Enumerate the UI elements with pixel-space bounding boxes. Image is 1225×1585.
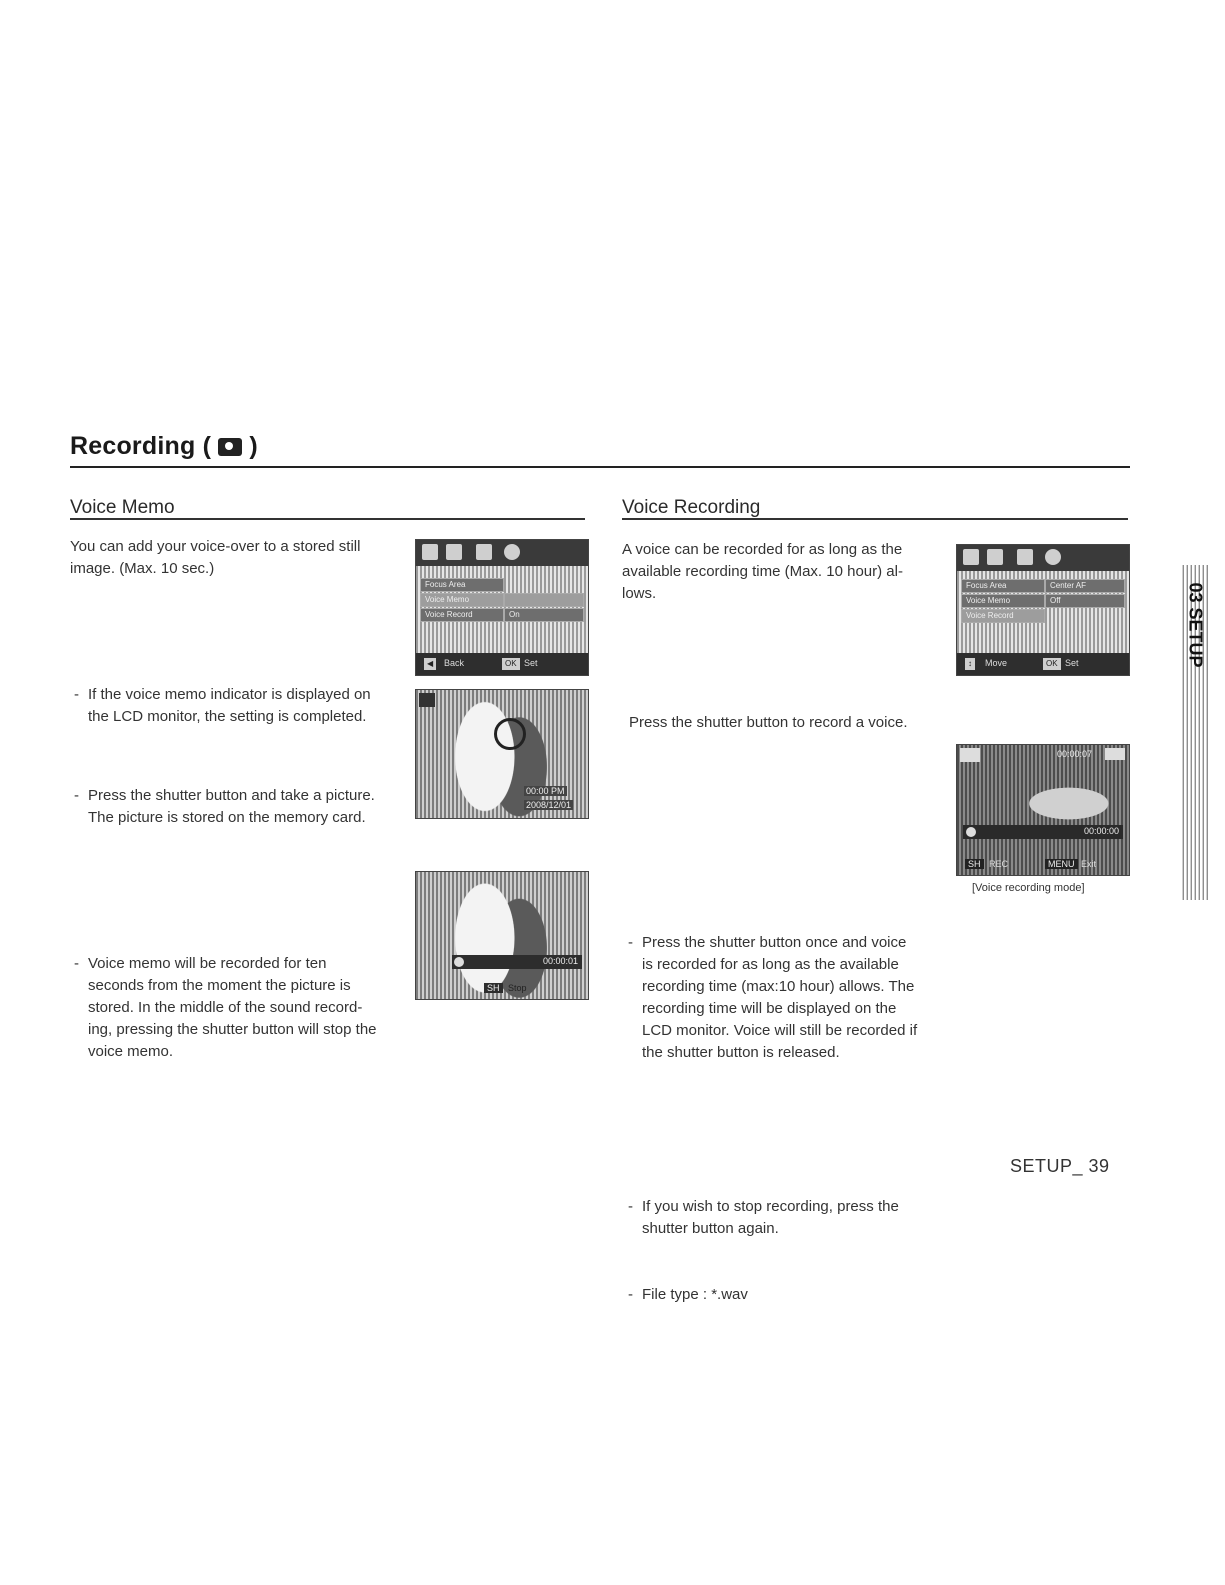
bullet-line: - If you wish to stop recording, press the	[642, 1198, 899, 1215]
voice-memo-heading: Voice Memo	[70, 497, 175, 518]
voice-memo-intro-line: image. (Max. 10 sec.)	[70, 560, 215, 577]
voice-recording-caption: [Voice recording mode]	[972, 882, 1085, 894]
back-label: Back	[444, 658, 465, 668]
menu-tab-bar	[957, 545, 1129, 571]
menu-row: Voice Record	[420, 608, 504, 622]
title-rule	[70, 466, 1130, 468]
menu-row: Voice Memo	[420, 593, 504, 607]
bullet-line: voice memo.	[88, 1043, 174, 1060]
menu-option: Center AF	[1045, 579, 1125, 593]
voice-recording-menu-screenshot	[956, 544, 1130, 676]
bullet-line: the LCD monitor, the setting is completed.	[88, 708, 367, 725]
up-down-arrow-icon: ↕	[965, 658, 975, 670]
set-label: Set	[1065, 658, 1079, 668]
menu-option	[504, 593, 584, 607]
battery-icon	[1105, 748, 1125, 760]
bullet-line: recording time (max:10 hour) allows. The	[642, 978, 915, 995]
bullet-line: is recorded for as long as the available	[642, 956, 899, 973]
page-title-text: Recording (	[70, 432, 212, 460]
exit-label: Exit	[1081, 859, 1097, 869]
camera-icon	[422, 544, 438, 560]
stop-label: Stop	[508, 983, 527, 993]
left-arrow-icon: ◀	[424, 658, 436, 670]
voice-recording-bullet-2	[628, 1196, 972, 1240]
ok-chip: OK	[502, 658, 520, 670]
gear-icon	[1045, 549, 1061, 565]
voice-memo-bullet-1	[74, 684, 418, 728]
bullet-line: shutter button again.	[642, 1220, 779, 1237]
voice-memo-photo-screenshot	[415, 689, 589, 819]
voice-recording-rule	[622, 518, 1128, 520]
microphone-icon	[454, 957, 464, 967]
speaker-icon	[987, 549, 1003, 565]
gear-icon	[504, 544, 520, 560]
date-readout: 2008/12/01	[526, 800, 572, 810]
bullet-line: the shutter button is released.	[642, 1044, 840, 1061]
bullet-line: - If the voice memo indicator is displayed on	[88, 686, 371, 703]
camera-icon	[218, 438, 242, 456]
bullet-line: LCD monitor. Voice will still be recorded if	[642, 1022, 918, 1039]
menu-row: Focus Area	[961, 579, 1045, 593]
display-icon	[476, 544, 492, 560]
menu-bottom-bar	[957, 653, 1129, 675]
voice-memo-rule	[70, 518, 585, 520]
chapter-tab-label-wrap	[1180, 565, 1210, 685]
voice-memo-bullet-3	[74, 953, 423, 1063]
bullet-line: - Press the shutter button and take a picture.	[88, 787, 375, 804]
time-readout: 00:00 PM	[526, 786, 565, 796]
intro-line: A voice can be recorded for as long as the	[622, 541, 903, 558]
chapter-tab-label: 03 SETUP	[1185, 582, 1206, 668]
menu-option: On	[504, 608, 584, 622]
display-icon	[1017, 549, 1033, 565]
bullet-line: recording time will be displayed on the	[642, 1000, 897, 1017]
voice-memo-intro-line: You can add your voice-over to a stored still	[70, 538, 361, 555]
bullet-line: ing, pressing the shutter button will stop the	[88, 1021, 377, 1038]
microphone-icon	[966, 827, 976, 837]
voice-recording-bullet-1	[628, 932, 972, 1064]
bullet-line: - Voice memo will be recorded for ten	[88, 955, 327, 972]
recording-bar	[452, 955, 582, 969]
set-label: Set	[524, 658, 538, 668]
rec-label: REC	[989, 859, 1009, 869]
bullet-line: stored. In the middle of the sound record-	[88, 999, 363, 1016]
ok-chip: OK	[1043, 658, 1061, 670]
page-title	[70, 432, 258, 461]
camera-icon	[963, 549, 979, 565]
bullet-line: The picture is stored on the memory card.	[88, 809, 366, 826]
voice-mode-icon	[960, 748, 980, 762]
sh-chip: SH	[484, 983, 503, 993]
bullet-line: - Press the shutter button once and voice	[642, 934, 907, 951]
voice-memo-indicator-icon	[494, 718, 526, 750]
voice-recording-lead: Press the shutter button to record a voice.	[629, 714, 908, 731]
menu-row: Voice Memo	[961, 594, 1045, 608]
move-label: Move	[985, 658, 1008, 668]
voice-memo-intro	[70, 536, 405, 580]
recording-bar	[963, 825, 1123, 839]
voice-memo-recording-screenshot	[415, 871, 589, 1000]
page-number: SETUP_ 39	[1010, 1156, 1110, 1176]
voice-memo-menu-screenshot	[415, 539, 589, 676]
intro-line: available recording time (Max. 10 hour) al-	[622, 563, 903, 580]
sh-chip: SH	[965, 859, 984, 869]
bullet-line: seconds from the moment the picture is	[88, 977, 351, 994]
camera-mode-icon	[419, 693, 435, 707]
voice-recording-bullet-3: - File type : *.wav	[628, 1284, 972, 1306]
intro-line: lows.	[622, 585, 657, 602]
voice-memo-bullet-2	[74, 785, 418, 829]
speaker-icon	[446, 544, 462, 560]
record-counter: 00:00:01	[542, 956, 578, 966]
menu-bottom-bar	[416, 653, 588, 675]
voice-recording-mode-screenshot	[956, 744, 1130, 876]
voice-recording-heading: Voice Recording	[622, 497, 761, 518]
menu-tab-bar	[416, 540, 588, 566]
page-title-close: )	[249, 432, 258, 460]
menu-chip: MENU	[1045, 859, 1078, 869]
remaining-time: 00:00:07	[1057, 749, 1093, 759]
record-counter: 00:00:00	[1083, 826, 1119, 836]
menu-row: Focus Area	[420, 578, 504, 592]
voice-recording-intro	[622, 539, 942, 605]
menu-option: Off	[1045, 594, 1125, 608]
menu-row: Voice Record	[961, 609, 1045, 623]
